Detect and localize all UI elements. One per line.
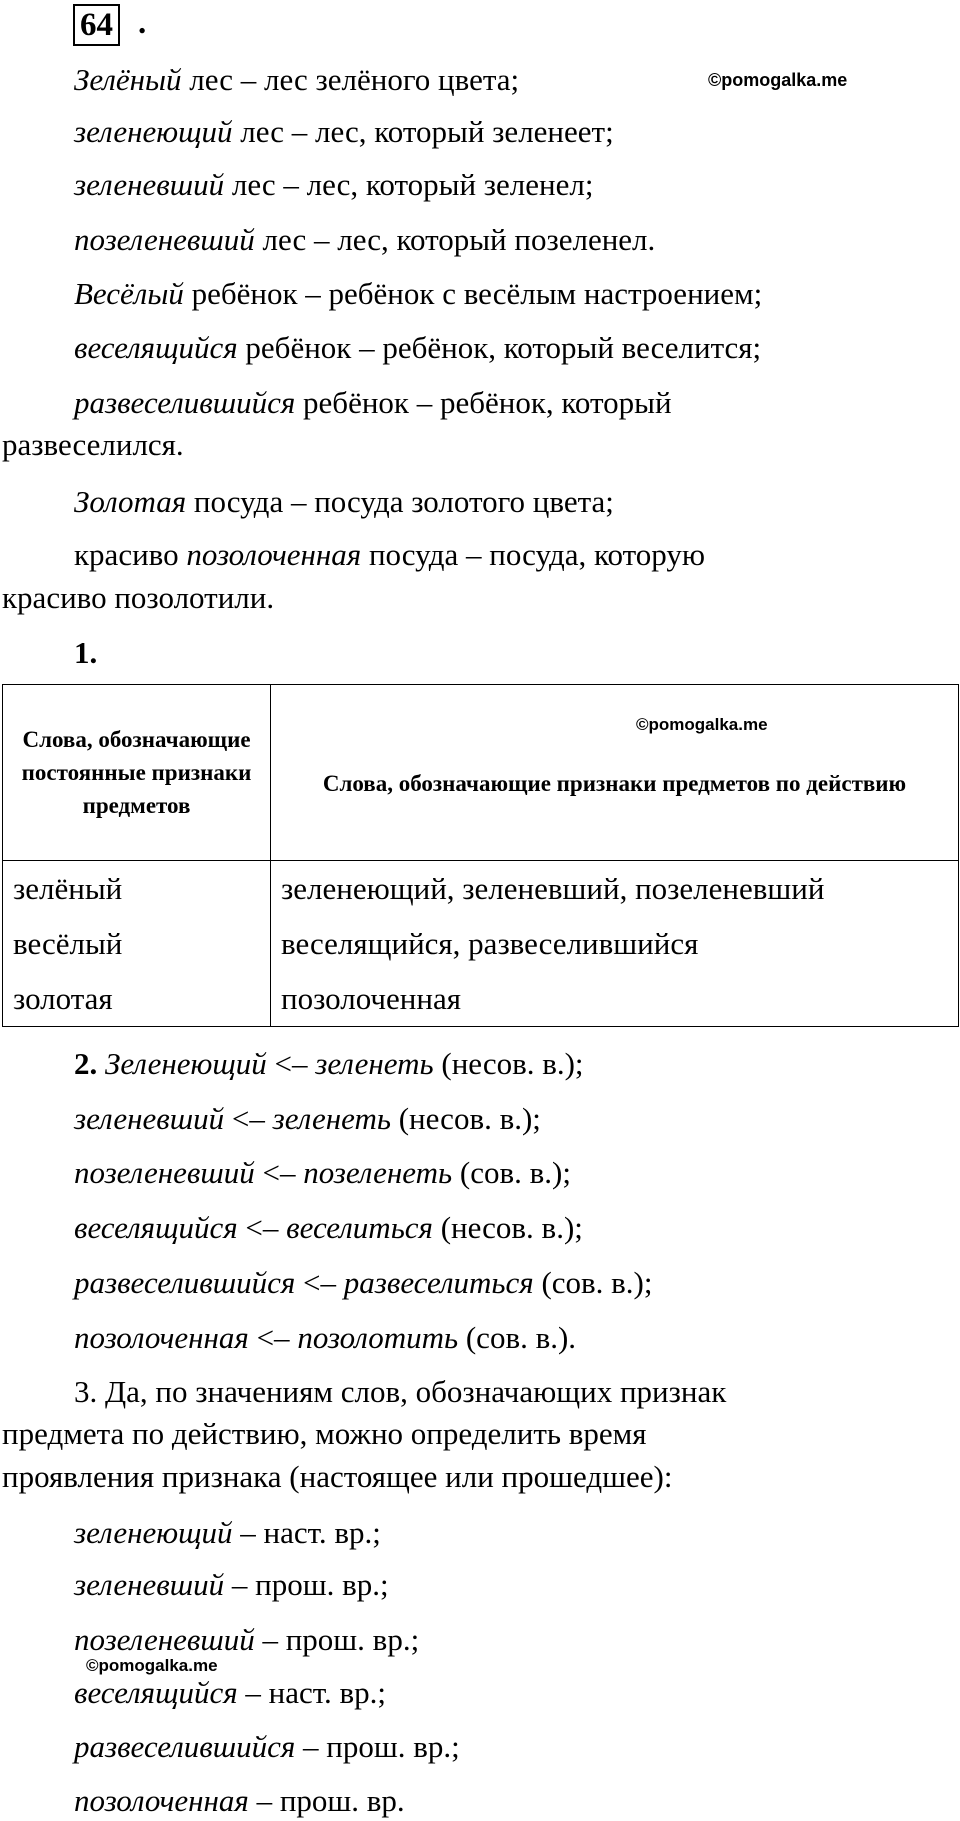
task1-label: 1.: [74, 635, 98, 670]
task2-item: 2. Зеленеющий <– зеленеть (несов. в.);: [74, 1046, 584, 1081]
intro-line: Золотая посуда – посуда золотого цвета;: [74, 484, 614, 519]
task3-text-line: 3. Да, по значениям слов, обозначающих признак: [74, 1374, 727, 1409]
exercise-number: 64: [73, 4, 120, 46]
task3-item: веселящийся – наст. вр.;: [74, 1675, 386, 1710]
table-header-row: [3, 685, 959, 861]
intro-line: Весёлый ребёнок – ребёнок с весёлым настроением;: [74, 276, 763, 311]
watermark: ©pomogalka.me: [636, 715, 768, 734]
features-table: [2, 684, 959, 1027]
intro-line: развеселившийся ребёнок – ребёнок, который: [74, 385, 672, 420]
task3-item: развеселившийся – прош. вр.;: [74, 1729, 460, 1764]
task3-text-line: проявления признака (настоящее или прошедшее):: [2, 1459, 673, 1494]
task2-item: позеленевший <– позеленеть (сов. в.);: [74, 1155, 571, 1190]
task2-item: позолоченная <– позолотить (сов. в.).: [74, 1320, 577, 1355]
table-cell-action: зеленеющий, зеленевший, позеленевший веселящийся, развеселившийся позолоченная: [271, 861, 959, 1027]
task2-item: зеленевший <– зеленеть (несов. в.);: [74, 1101, 541, 1136]
intro-line: красиво позолоченная посуда – посуда, которую: [74, 537, 705, 572]
intro-line: зеленеющий лес – лес, который зеленеет;: [74, 114, 614, 149]
table-cell-permanent: зелёный весёлый золотая: [3, 861, 271, 1027]
watermark: ©pomogalka.me: [86, 1656, 218, 1675]
intro-line: веселящийся ребёнок – ребёнок, который веселится;: [74, 330, 762, 365]
task3-item: позолоченная – прош. вр.: [74, 1783, 405, 1818]
table-header-action: Слова, обозначающие признаки предметов по действию: [271, 685, 959, 861]
intro-line-continuation: развеселился.: [2, 427, 184, 462]
watermark: ©pomogalka.me: [708, 70, 848, 90]
exercise-number-dot: .: [138, 5, 147, 41]
table-header-permanent: Слова, обозначающие постоянные признаки предметов: [3, 685, 271, 861]
task2-item: развеселившийся <– развеселиться (сов. в.);: [74, 1265, 653, 1300]
task3-text-line: предмета по действию, можно определить время: [2, 1416, 647, 1451]
task3-item: зеленеющий – наст. вр.;: [74, 1515, 381, 1550]
intro-line-continuation: красиво позолотили.: [2, 580, 275, 615]
intro-line: зеленевший лес – лес, который зеленел;: [74, 167, 594, 202]
intro-line: позеленевший лес – лес, который позеленел.: [74, 222, 656, 257]
intro-line: Зелёный лес – лес зелёного цвета;: [74, 62, 520, 97]
table-row: [3, 861, 959, 1027]
task3-item: зеленевший – прош. вр.;: [74, 1567, 389, 1602]
task2-item: веселящийся <– веселиться (несов. в.);: [74, 1210, 583, 1245]
task3-item: позеленевший – прош. вр.;: [74, 1622, 420, 1657]
